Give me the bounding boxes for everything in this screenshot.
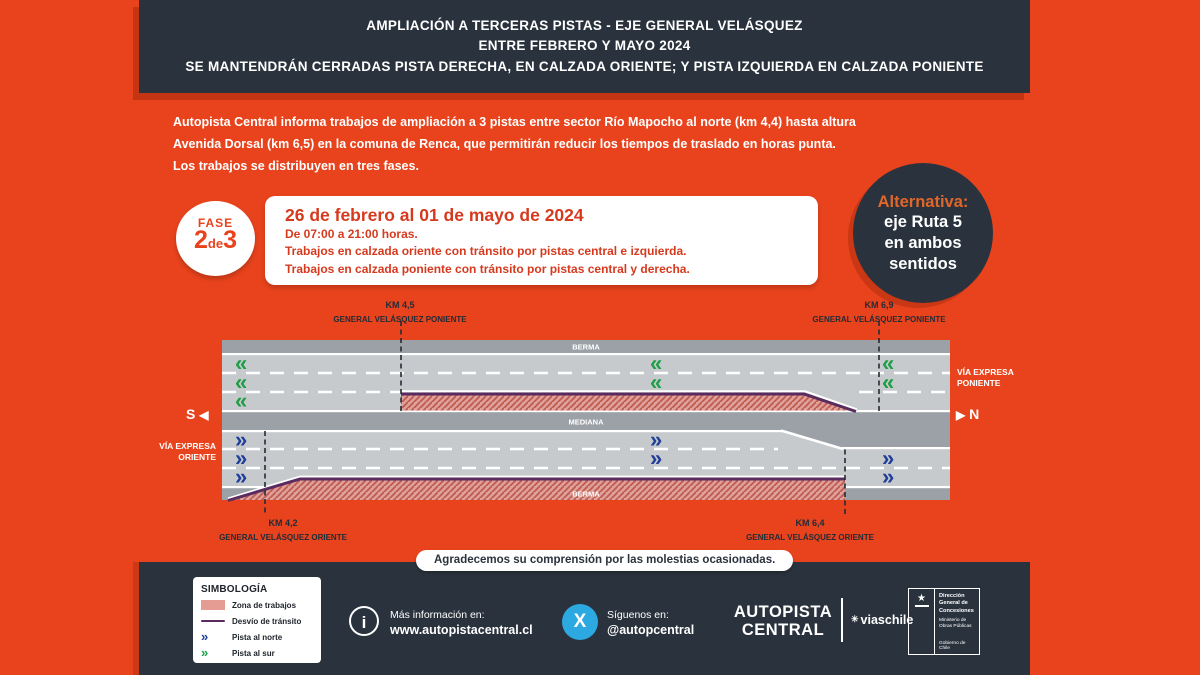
south-chevron-icon: « bbox=[650, 350, 663, 376]
legend-item-north-lane: » Pista al norte bbox=[201, 629, 283, 644]
header-title-line1: AMPLIACIÓN A TERCERAS PISTAS - EJE GENERAL VELÁSQUEZ bbox=[366, 18, 803, 34]
north-chevron-icon: » bbox=[650, 445, 663, 471]
schedule-card bbox=[265, 196, 818, 285]
via-expresa-oriente-label: VÍA EXPRESA ORIENTE bbox=[159, 441, 216, 463]
header-title-line3: SE MANTENDRÁN CERRADAS PISTA DERECHA, EN CALZADA ORIENTE; Y PISTA IZQUIERDA EN CALZADA PONIENTE bbox=[185, 58, 984, 74]
north-chevron-icon: » bbox=[235, 427, 248, 452]
social-block bbox=[607, 608, 694, 639]
autopista-central-logo: AUTOPISTA CENTRAL bbox=[733, 603, 833, 640]
km-marker-bottom-left: KM 4,2 GENERAL VELÁSQUEZ ORIENTE bbox=[219, 518, 347, 542]
mediana-label: MEDIANA bbox=[568, 417, 604, 427]
alternative-route-badge bbox=[853, 163, 993, 303]
south-chevron-icon: « bbox=[650, 369, 663, 395]
work-zone-swatch-icon bbox=[201, 600, 225, 610]
legend-title: SIMBOLOGÍA bbox=[201, 584, 268, 595]
legend-item-south-lane: » Pista al sur bbox=[201, 645, 275, 660]
detour-line-icon bbox=[201, 620, 225, 623]
work-zone-oriente bbox=[228, 478, 845, 500]
south-chevron-icon: « bbox=[882, 369, 895, 395]
logo-divider bbox=[841, 598, 843, 642]
north-arrow-icon: ▶ bbox=[956, 408, 966, 422]
alternative-route-line: sentidos bbox=[889, 254, 957, 273]
south-direction-label: S ◀ bbox=[186, 406, 209, 422]
header-banner bbox=[139, 0, 1030, 93]
berma-top-label: BERMA bbox=[572, 342, 600, 352]
km-marker-top-right: KM 6,9 GENERAL VELÁSQUEZ PONIENTE bbox=[812, 300, 946, 324]
south-chevron-icon: « bbox=[882, 350, 895, 376]
social-label: Síguenos en: bbox=[607, 609, 669, 621]
social-handle: @autopcentral bbox=[607, 623, 695, 638]
km-marker-top-left: KM 4,5 GENERAL VELÁSQUEZ PONIENTE bbox=[333, 300, 467, 324]
x-logo-icon: X bbox=[562, 604, 598, 640]
north-chevron-icon: » bbox=[235, 445, 248, 471]
intro-line: Autopista Central informa trabajos de ampliación a 3 pistas entre sector Río Mapocho al norte (km 4,4) hasta altura bbox=[173, 115, 856, 129]
work-zone-poniente bbox=[401, 393, 856, 411]
government-logo-text: Dirección General de Concesiones Ministerio de Obras Públicas Gobierno de Chile bbox=[939, 593, 974, 651]
road-diagram bbox=[222, 318, 950, 520]
more-info-block bbox=[390, 608, 533, 639]
header-title-line2: ENTRE FEBRERO Y MAYO 2024 bbox=[478, 38, 691, 54]
alternative-route-line: eje Ruta 5 bbox=[884, 213, 962, 232]
south-chevron-icon: « bbox=[235, 350, 248, 376]
north-chevron-icon: » bbox=[650, 427, 663, 452]
berma-bottom-label: BERMA bbox=[572, 489, 600, 499]
south-chevron-icon: « bbox=[235, 369, 248, 395]
schedule-dates: 26 de febrero al 01 de mayo de 2024 bbox=[285, 205, 584, 225]
footer-bar bbox=[139, 562, 1030, 675]
schedule-detail-poniente: Trabajos en calzada poniente con tránsito por pistas central y derecha. bbox=[285, 261, 690, 276]
website-url: www.autopistacentral.cl bbox=[390, 623, 533, 638]
north-chevron-icon: » bbox=[882, 464, 895, 489]
legend-item-work-zone: Zona de trabajos bbox=[201, 599, 313, 611]
north-chevron-icon: » bbox=[201, 629, 209, 644]
north-direction-label: ▶ N bbox=[956, 406, 980, 422]
south-chevron-icon: » bbox=[201, 645, 209, 660]
intro-line: Avenida Dorsal (km 6,5) en la comuna de Renca, que permitirán reducir los tiempos de traslado en horas punta. bbox=[173, 136, 836, 151]
phase-badge bbox=[176, 201, 255, 276]
info-icon: i bbox=[349, 606, 379, 636]
km-marker-bottom-right: KM 6,4 GENERAL VELÁSQUEZ ORIENTE bbox=[746, 518, 874, 542]
south-chevron-icon: « bbox=[235, 388, 248, 413]
north-chevron-icon: » bbox=[235, 464, 248, 489]
north-chevron-icon: » bbox=[882, 445, 895, 471]
intro-line: Los trabajos se distribuyen en tres fases. bbox=[173, 158, 419, 173]
viaschile-logo: ✳ viaschile bbox=[851, 613, 914, 627]
phase-label: FASE bbox=[197, 216, 234, 230]
schedule-detail-oriente: Trabajos en calzada oriente con tránsito por pistas central e izquierda. bbox=[285, 244, 687, 259]
more-info-label: Más información en: bbox=[390, 609, 485, 621]
schedule-hours: De 07:00 a 21:00 horas. bbox=[285, 227, 418, 241]
legend-box bbox=[193, 577, 321, 663]
south-arrow-icon: ◀ bbox=[199, 408, 209, 422]
alternative-label: Alternativa: bbox=[877, 192, 969, 211]
thanks-message: Agradecemos su comprensión por las molestias ocasionadas. bbox=[416, 550, 793, 571]
legend-item-detour: Desvío de tránsito bbox=[201, 615, 313, 627]
viaschile-icon: ✳ bbox=[851, 614, 859, 624]
coat-of-arms-icon: ★ bbox=[909, 589, 935, 654]
via-expresa-poniente-label: VÍA EXPRESA PONIENTE bbox=[957, 367, 1014, 389]
intro-paragraph bbox=[173, 112, 856, 178]
government-logo bbox=[908, 588, 980, 655]
alternative-route-line: en ambos bbox=[884, 234, 962, 252]
phase-number: 2de3 bbox=[194, 226, 237, 254]
